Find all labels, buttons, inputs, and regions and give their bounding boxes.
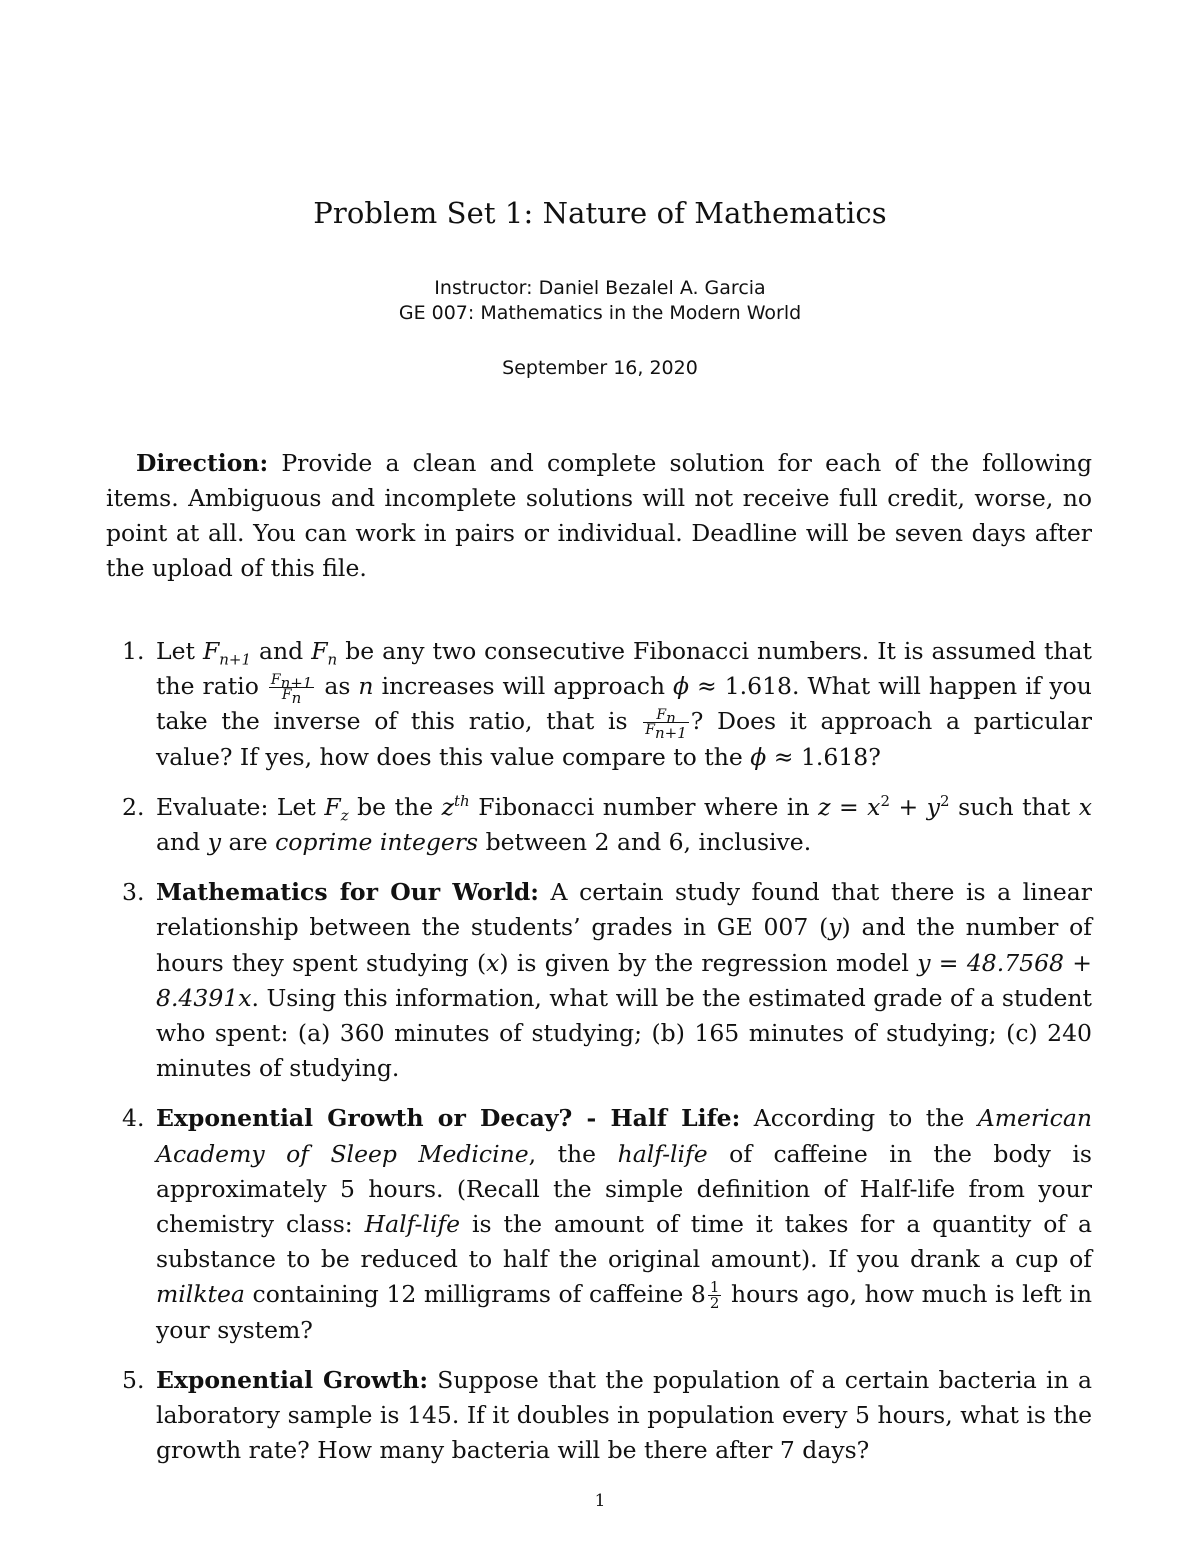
math-superscript: 2 <box>880 791 890 810</box>
problem-number: 5. <box>122 1365 145 1394</box>
math-expression: + y <box>898 792 941 821</box>
problem-item-3 <box>106 875 1092 1086</box>
math-expression: z = x <box>818 792 881 821</box>
text-run: A certain study found that there is a linear relationship between the students’ grades in GE 007 ( <box>156 878 1092 942</box>
math-var: F <box>202 637 220 665</box>
text-run: Fibonacci number where in <box>478 792 810 821</box>
text-run: and <box>259 637 304 665</box>
problem-number: 4. <box>122 1104 145 1133</box>
text-run: , the <box>528 1139 597 1168</box>
text-run: ≈ 1.618. What will happen if you take the inverse of this ratio, that is <box>156 672 1092 736</box>
text-run: and <box>156 828 201 857</box>
math-subscript: n <box>327 650 338 669</box>
fraction-denominator: F <box>645 722 656 739</box>
math-var: y <box>828 913 842 942</box>
text-run: ) is given by the regression model <box>499 948 909 977</box>
fraction-numerator: 1 <box>709 1278 720 1297</box>
text-run: ) and the number of hours they spent studying ( <box>156 913 1092 977</box>
document-title: Problem Set 1: Nature of Mathematics <box>313 196 887 230</box>
inverse-ratio-fraction <box>643 707 689 743</box>
emphasis-text: American Academy of Sleep Medicine <box>156 1104 1092 1168</box>
math-subscript: z <box>340 806 349 825</box>
math-subscript: n+1 <box>219 650 252 669</box>
direction-paragraph <box>106 446 1092 586</box>
problem-label: Mathematics for Our World: <box>156 878 539 907</box>
text-run: hours ago, how much is left in your system? <box>156 1280 1093 1344</box>
math-var: ϕ <box>673 672 690 701</box>
mixed-fraction <box>708 1280 722 1311</box>
math-var: z <box>441 792 455 821</box>
math-var: ϕ <box>750 742 767 771</box>
problem-label: Exponential Growth: <box>156 1365 429 1394</box>
ratio-fraction <box>269 672 315 707</box>
text-run: be the <box>357 792 434 821</box>
problem-number: 1. <box>122 637 145 665</box>
math-var: n <box>358 672 374 701</box>
fraction-numerator: F <box>656 707 667 724</box>
math-superscript: th <box>454 791 470 810</box>
text-run: According to the <box>753 1104 965 1133</box>
math-var: y <box>207 828 221 857</box>
text-run: containing 12 milligrams of caffeine 8 <box>252 1280 706 1309</box>
instructor-line: Instructor: Daniel Bezalel A. Garcia <box>434 277 766 299</box>
math-subscript: n <box>291 689 302 707</box>
problem-item-5 <box>106 1363 1092 1469</box>
text-run: Suppose that the population of a certain bacteria in a laboratory sample is 145. If it doubles in population every 5 hours, what is the growth rate? How many bacteria will be there after 7 days? <box>156 1365 1092 1465</box>
text-run: ? Does it approach a particular value? If yes, how does this value compare to the <box>156 707 1092 771</box>
text-run: . Using this information, what will be the estimated grade of a student who spent: (a) 360 minutes of studying; (b) 165 minutes of studying; (c) 240 minutes of studying. <box>156 983 1092 1083</box>
problem-list <box>106 634 1092 1483</box>
problem-label: Exponential Growth or Decay? - Half Life: <box>156 1104 741 1133</box>
math-subscript: n <box>666 709 676 728</box>
direction-text: Provide a clean and complete solution for each of the following items. Ambiguous and incomplete solutions will not receive full credit, worse, no point at all. You can work in pairs or individual. Deadline will be seven days after the upload of this file. <box>106 449 1092 582</box>
problem-item-4 <box>106 1101 1092 1347</box>
math-superscript: 2 <box>940 791 950 810</box>
problem-number: 2. <box>122 792 145 821</box>
text-run: are <box>228 828 268 857</box>
regression-model: y = 48.7568 + 8.4391x <box>156 948 1093 1012</box>
fraction-denominator: 2 <box>709 1294 720 1313</box>
text-run: between 2 and 6, inclusive. <box>485 828 812 857</box>
date-line: September 16, 2020 <box>502 357 698 379</box>
emphasis-text: half-life <box>617 1139 708 1168</box>
text-run: Let <box>156 637 195 665</box>
fraction-denominator: F <box>281 687 292 704</box>
problem-item-2 <box>106 790 1092 860</box>
math-subscript: n+1 <box>655 724 687 743</box>
text-run: Evaluate: Let <box>156 792 316 821</box>
fraction-numerator: F <box>270 672 281 689</box>
emphasis-text: milktea <box>156 1280 245 1309</box>
page-number: 1 <box>594 1491 606 1511</box>
direction-label: Direction: <box>136 449 269 477</box>
text-run: is the amount of time it takes for a quantity of a substance to be reduced to half the original amount). If you drank a cup of <box>156 1210 1092 1274</box>
emphasis-text: Half-life <box>364 1210 461 1239</box>
text-run: be any two consecutive Fibonacci numbers. It is assumed that the ratio <box>156 637 1092 701</box>
math-var: x <box>1078 792 1092 821</box>
course-line: GE 007: Mathematics in the Modern World <box>398 302 802 324</box>
text-run: such that <box>958 792 1071 821</box>
math-var: F <box>311 637 328 665</box>
text-run: as <box>324 672 351 701</box>
problem-number: 3. <box>122 878 145 907</box>
text-run: ≈ 1.618? <box>773 742 881 771</box>
text-run: increases will approach <box>381 672 665 701</box>
problem-item-1 <box>106 634 1092 775</box>
math-var: F <box>324 792 341 821</box>
emphasis-text: coprime integers <box>275 828 479 857</box>
math-subscript: n+1 <box>280 674 313 692</box>
math-var: x <box>486 948 500 977</box>
text-run: of caffeine in the body is approximately 5 hours. (Recall the simple definition of Half-life from your chemistry class: <box>156 1139 1092 1239</box>
